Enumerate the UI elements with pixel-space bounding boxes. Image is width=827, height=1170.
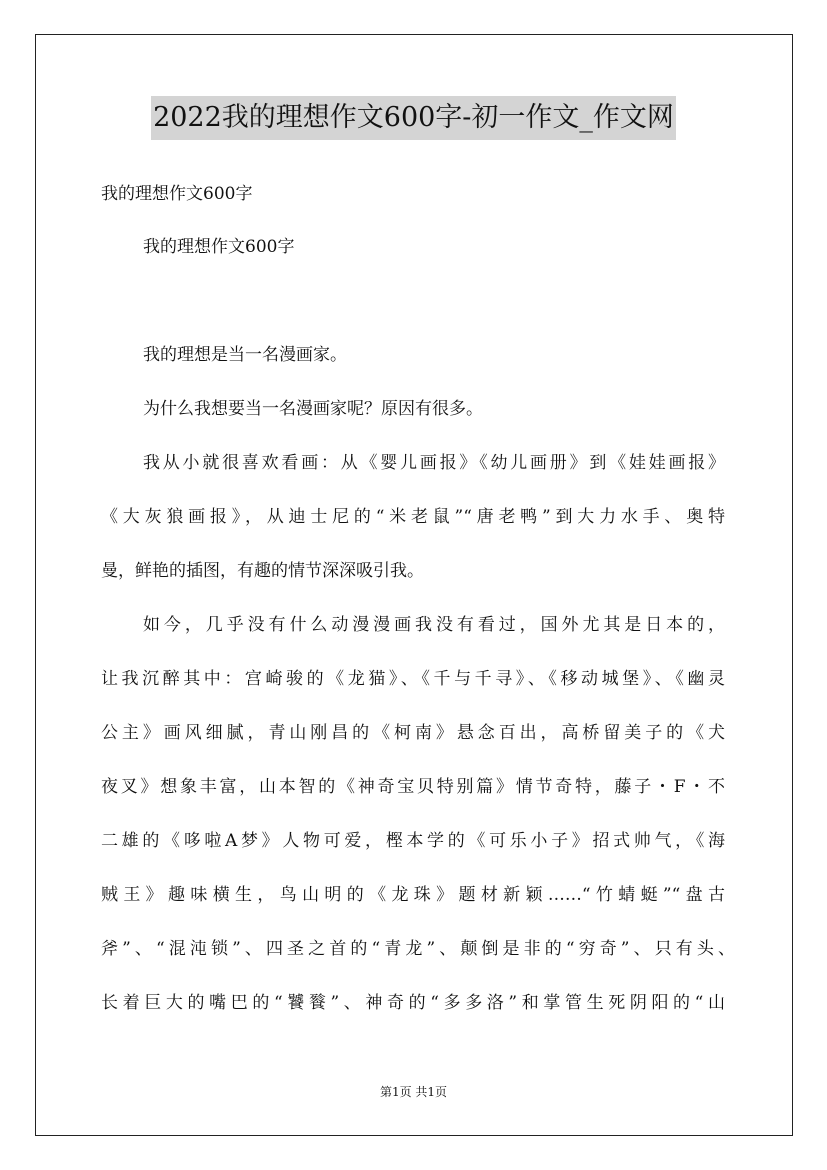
paragraph-line: 如今，几乎没有什么动漫漫画我没有看过，国外尤其是日本的， [143, 615, 725, 635]
title-container [0, 96, 827, 140]
paragraph-line: 《大灰狼画报》，从迪士尼的“米老鼠”“唐老鸭”到大力水手、奥特 [101, 507, 725, 527]
paragraph-line: 为什么我想要当一名漫画家呢？原因有很多。 [143, 399, 483, 419]
paragraph-line: 二雄的《哆啦A梦》人物可爱，樫本学的《可乐小子》招式帅气，《海 [101, 831, 725, 851]
page-number: 第1页 共1页 [379, 1085, 448, 1099]
paragraph-line: 我的理想是当一名漫画家。 [143, 345, 347, 365]
document-subtitle: 我的理想作文600字 [101, 184, 253, 204]
paragraph-line: 曼，鲜艳的插图，有趣的情节深深吸引我。 [101, 561, 424, 581]
paragraph-line: 让我沉醉其中：宫崎骏的《龙猫》、《千与千寻》、《移动城堡》、《幽灵 [101, 669, 725, 689]
paragraph-line: 公主》画风细腻，青山刚昌的《柯南》悬念百出，高桥留美子的《犬 [101, 723, 725, 743]
article-heading: 我的理想作文600字 [143, 237, 295, 257]
paragraph-line: 夜叉》想象丰富，山本智的《神奇宝贝特别篇》情节奇特，藤子・F・不 [101, 777, 725, 797]
paragraph-line: 我从小就很喜欢看画：从《婴儿画报》《幼儿画册》到《娃娃画报》 [143, 453, 725, 473]
paragraph-line: 斧”、“混沌锁”、四圣之首的“青龙”、颠倒是非的“穷奇”、只有头、 [101, 939, 735, 959]
document-title: 2022我的理想作文600字-初一作文_作文网 [151, 96, 676, 140]
paragraph-line: 长着巨大的嘴巴的“饕餮”、神奇的“多多洛”和掌管生死阴阳的“山 [101, 993, 725, 1013]
paragraph-line: 贼王》趣味横生，鸟山明的《龙珠》题材新颖……“竹蜻蜓”“盘古 [101, 885, 725, 905]
